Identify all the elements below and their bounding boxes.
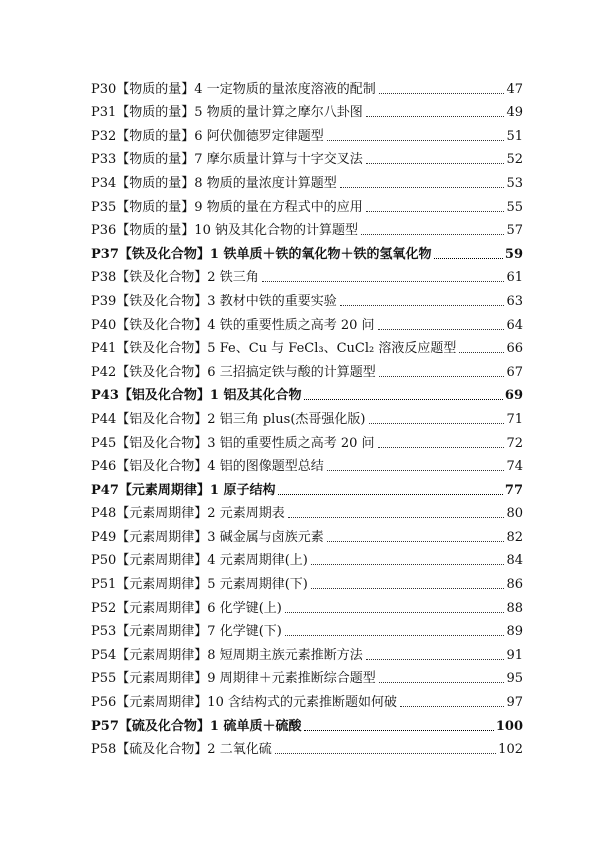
toc-entry[interactable] bbox=[91, 262, 523, 286]
toc-entry-page-number: 82 bbox=[506, 529, 523, 545]
toc-entry-title: 【硫及化合物】1 硫单质＋硫酸 bbox=[118, 718, 302, 734]
toc-entry-page-number: 49 bbox=[506, 105, 523, 121]
toc-entry-page-number: 66 bbox=[506, 341, 523, 357]
toc-entry-page-number: 95 bbox=[506, 671, 523, 687]
toc-entry[interactable] bbox=[91, 73, 523, 97]
toc-dot-leader bbox=[366, 211, 505, 212]
toc-dot-leader bbox=[285, 635, 505, 636]
toc-dot-leader bbox=[434, 258, 502, 259]
toc-entry-title: 【元素周期律】1 原子结构 bbox=[118, 482, 276, 498]
toc-entry-code: P30 bbox=[91, 81, 117, 97]
toc-dot-leader bbox=[379, 93, 505, 94]
toc-dot-leader bbox=[304, 399, 502, 400]
toc-entry-page-number: 97 bbox=[506, 695, 523, 711]
toc-entry-title: 【物质的量】4 一定物质的量浓度溶液的配制 bbox=[116, 81, 376, 97]
toc-entry-title: 【铝及化合物】2 铝三角 plus(杰哥强化版) bbox=[116, 411, 366, 427]
toc-entry-title: 【铁及化合物】4 铁的重要性质之高考 20 问 bbox=[116, 317, 375, 333]
toc-entry-title: 【元素周期律】9 周期律＋元素推断综合题型 bbox=[116, 671, 376, 687]
toc-entry-page-number: 55 bbox=[506, 199, 523, 215]
toc-entry-title: 【元素周期律】3 碱金属与卤族元素 bbox=[116, 529, 324, 545]
toc-entry-page-number: 51 bbox=[506, 128, 523, 144]
toc-entry[interactable] bbox=[91, 498, 523, 522]
toc-entry[interactable] bbox=[91, 120, 523, 144]
toc-entry-page-number: 47 bbox=[506, 81, 523, 97]
toc-entry-code: P45 bbox=[91, 435, 117, 451]
toc-entry[interactable] bbox=[91, 592, 523, 616]
toc-dot-leader bbox=[379, 682, 505, 683]
toc-entry[interactable] bbox=[91, 734, 523, 758]
toc-entry[interactable] bbox=[91, 356, 523, 380]
toc-entry-page-number: 69 bbox=[504, 388, 523, 404]
toc-entry[interactable] bbox=[91, 545, 523, 569]
toc-entry-title: 【硫及化合物】2 二氧化硫 bbox=[116, 742, 272, 758]
toc-dot-leader bbox=[340, 305, 505, 306]
toc-entry-code: P34 bbox=[91, 175, 117, 191]
toc-entry-page-number: 61 bbox=[506, 270, 523, 286]
toc-entry-code: P33 bbox=[91, 152, 117, 168]
toc-entry-code: P39 bbox=[91, 293, 117, 309]
toc-entry-title: 【物质的量】7 摩尔质量计算与十字交叉法 bbox=[116, 152, 363, 168]
toc-entry-title: 【物质的量】10 钠及其化合物的计算题型 bbox=[116, 223, 358, 239]
toc-dot-leader bbox=[278, 494, 502, 495]
toc-entry-code: P49 bbox=[91, 529, 117, 545]
toc-entry-page-number: 89 bbox=[506, 624, 523, 640]
toc-entry-page-number: 88 bbox=[506, 600, 523, 616]
toc-entry-code: P31 bbox=[91, 105, 117, 121]
toc-entry[interactable] bbox=[91, 474, 523, 498]
toc-entry-title: 【铝及化合物】1 铝及其化合物 bbox=[118, 388, 302, 404]
toc-entry-title: 【元素周期律】7 化学键(下) bbox=[116, 624, 282, 640]
toc-dot-leader bbox=[459, 352, 504, 353]
toc-entry[interactable] bbox=[91, 309, 523, 333]
toc-entry-title: 【铝及化合物】3 铝的重要性质之高考 20 问 bbox=[116, 435, 375, 451]
toc-entry-code: P48 bbox=[91, 506, 117, 522]
toc-entry-code: P40 bbox=[91, 317, 117, 333]
toc-entry-title: 【物质的量】8 物质的量浓度计算题型 bbox=[116, 175, 337, 191]
toc-entry-page-number: 91 bbox=[506, 647, 523, 663]
toc-entry[interactable] bbox=[91, 380, 523, 404]
toc-entry-title: 【元素周期律】10 含结构式的元素推断题如何破 bbox=[116, 695, 397, 711]
toc-entry-title: 【铁及化合物】5 Fe、Cu 与 FeCl₃、CuCl₂ 溶液反应题型 bbox=[116, 341, 457, 357]
toc-dot-leader bbox=[379, 376, 505, 377]
table-of-contents bbox=[91, 73, 523, 757]
toc-entry-code: P57 bbox=[91, 718, 119, 734]
toc-entry-page-number: 100 bbox=[495, 718, 523, 734]
toc-entry-page-number: 84 bbox=[506, 553, 523, 569]
toc-dot-leader bbox=[369, 423, 505, 424]
toc-entry-page-number: 63 bbox=[506, 293, 523, 309]
toc-entry[interactable] bbox=[91, 639, 523, 663]
toc-entry-page-number: 86 bbox=[506, 577, 523, 593]
toc-entry-title: 【铁及化合物】1 铁单质＋铁的氧化物＋铁的氢氧化物 bbox=[118, 246, 432, 262]
toc-entry-code: P51 bbox=[91, 577, 117, 593]
toc-entry-code: P44 bbox=[91, 411, 117, 427]
toc-dot-leader bbox=[304, 730, 493, 731]
toc-entry-title: 【物质的量】5 物质的量计算之摩尔八卦图 bbox=[116, 105, 363, 121]
toc-entry-code: P37 bbox=[91, 246, 119, 262]
toc-entry-title: 【元素周期律】2 元素周期表 bbox=[116, 506, 285, 522]
toc-entry[interactable] bbox=[91, 616, 523, 640]
toc-dot-leader bbox=[327, 470, 505, 471]
toc-entry-title: 【元素周期律】8 短周期主族元素推断方法 bbox=[116, 647, 363, 663]
toc-dot-leader bbox=[366, 659, 505, 660]
toc-entry-code: P47 bbox=[91, 482, 119, 498]
toc-entry-title: 【铝及化合物】4 铝的图像题型总结 bbox=[116, 459, 324, 475]
toc-dot-leader bbox=[366, 163, 505, 164]
toc-entry-code: P53 bbox=[91, 624, 117, 640]
toc-entry-code: P58 bbox=[91, 742, 117, 758]
toc-entry[interactable] bbox=[91, 97, 523, 121]
toc-entry-title: 【铁及化合物】3 教材中铁的重要实验 bbox=[116, 293, 337, 309]
toc-entry-code: P35 bbox=[91, 199, 117, 215]
toc-entry-code: P32 bbox=[91, 128, 117, 144]
toc-entry-code: P38 bbox=[91, 270, 117, 286]
toc-dot-leader bbox=[262, 281, 505, 282]
toc-entry[interactable] bbox=[91, 568, 523, 592]
toc-entry-code: P36 bbox=[91, 223, 117, 239]
toc-entry[interactable] bbox=[91, 333, 523, 357]
toc-entry-code: P56 bbox=[91, 695, 117, 711]
toc-entry-page-number: 67 bbox=[506, 364, 523, 380]
toc-entry-page-number: 102 bbox=[498, 742, 523, 758]
toc-entry[interactable] bbox=[91, 451, 523, 475]
toc-entry[interactable] bbox=[91, 285, 523, 309]
toc-entry-page-number: 77 bbox=[504, 482, 523, 498]
toc-entry-page-number: 53 bbox=[506, 175, 523, 191]
toc-entry-page-number: 59 bbox=[504, 246, 523, 262]
toc-entry[interactable] bbox=[91, 663, 523, 687]
toc-entry[interactable] bbox=[91, 144, 523, 168]
toc-dot-leader bbox=[366, 116, 505, 117]
toc-entry[interactable] bbox=[91, 215, 523, 239]
toc-dot-leader bbox=[340, 187, 505, 188]
toc-dot-leader bbox=[311, 564, 505, 565]
toc-entry-code: P43 bbox=[91, 388, 119, 404]
toc-entry[interactable] bbox=[91, 191, 523, 215]
toc-entry-code: P54 bbox=[91, 647, 117, 663]
toc-entry-page-number: 52 bbox=[506, 152, 523, 168]
toc-dot-leader bbox=[275, 753, 496, 754]
toc-entry[interactable] bbox=[91, 710, 523, 734]
toc-entry[interactable] bbox=[91, 238, 523, 262]
toc-entry-title: 【物质的量】6 阿伏伽德罗定律题型 bbox=[116, 128, 324, 144]
toc-entry-page-number: 74 bbox=[506, 459, 523, 475]
toc-entry-page-number: 72 bbox=[506, 435, 523, 451]
toc-dot-leader bbox=[361, 234, 504, 235]
toc-entry-title: 【元素周期律】5 元素周期律(下) bbox=[116, 577, 308, 593]
toc-entry[interactable] bbox=[91, 403, 523, 427]
toc-dot-leader bbox=[378, 329, 505, 330]
toc-entry-code: P46 bbox=[91, 459, 117, 475]
toc-dot-leader bbox=[327, 541, 505, 542]
toc-dot-leader bbox=[311, 588, 505, 589]
toc-entry-page-number: 64 bbox=[506, 317, 523, 333]
toc-dot-leader bbox=[327, 140, 505, 141]
toc-dot-leader bbox=[378, 447, 505, 448]
toc-entry-code: P50 bbox=[91, 553, 117, 569]
toc-dot-leader bbox=[285, 612, 505, 613]
toc-entry[interactable] bbox=[91, 686, 523, 710]
toc-entry-title: 【元素周期律】6 化学键(上) bbox=[116, 600, 282, 616]
toc-entry[interactable] bbox=[91, 521, 523, 545]
toc-entry-title: 【铁及化合物】6 三招搞定铁与酸的计算题型 bbox=[116, 364, 376, 380]
toc-entry-page-number: 80 bbox=[506, 506, 523, 522]
toc-entry-code: P52 bbox=[91, 600, 117, 616]
toc-dot-leader bbox=[288, 517, 505, 518]
toc-dot-leader bbox=[400, 706, 504, 707]
toc-entry-code: P42 bbox=[91, 364, 117, 380]
toc-entry-page-number: 71 bbox=[506, 411, 523, 427]
toc-entry-code: P55 bbox=[91, 671, 117, 687]
toc-entry[interactable] bbox=[91, 427, 523, 451]
toc-entry[interactable] bbox=[91, 167, 523, 191]
toc-entry-code: P41 bbox=[91, 341, 117, 357]
toc-entry-page-number: 57 bbox=[506, 223, 523, 239]
toc-entry-title: 【铁及化合物】2 铁三角 bbox=[116, 270, 259, 286]
toc-entry-title: 【元素周期律】4 元素周期律(上) bbox=[116, 553, 308, 569]
toc-entry-title: 【物质的量】9 物质的量在方程式中的应用 bbox=[116, 199, 363, 215]
